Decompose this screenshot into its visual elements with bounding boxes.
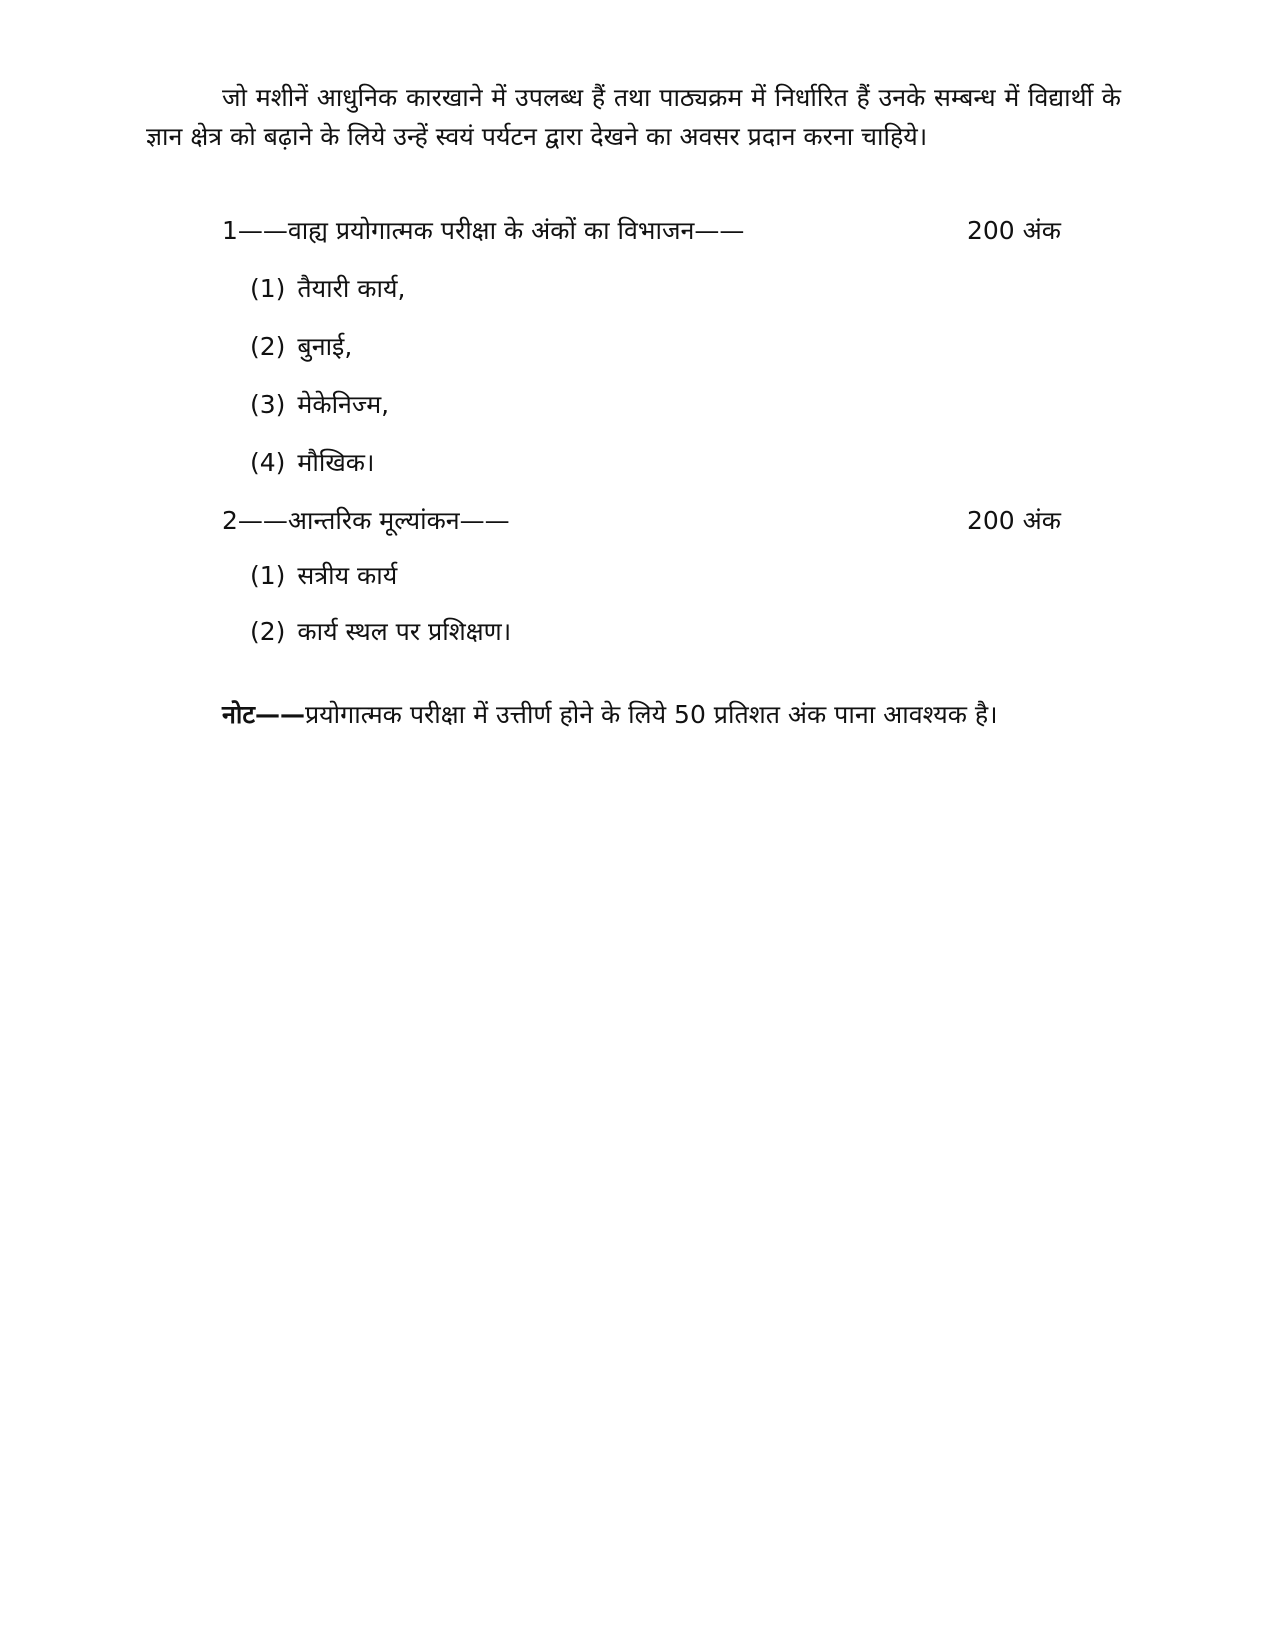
item-number: (1) [250,274,286,303]
item-text: मौखिक। [297,448,375,477]
item-text: बुनाई, [297,332,353,361]
section-1-marks: 200 अंक [967,216,1061,245]
note-line [222,695,998,735]
item-text: तैयारी कार्य, [297,274,406,303]
item-text: सत्रीय कार्य [297,561,398,590]
item-number: (3) [250,390,286,419]
intro-paragraph: जो मशीनें आधुनिक कारखाने में उपलब्ध हैं तथा पाठ्यक्रम में निर्धारित हैं उनके सम्बन्ध में विद्यार्थी के ज्ञान क्षेत्र को बढ़ाने के लिये उन्हें स्वयं पर्यटन द्वारा देखने का अवसर प्रदान करना चाहिये। [146,83,1121,151]
section-1-item [250,269,405,309]
section-1-item [250,443,374,483]
section-2-marks: 200 अंक [967,506,1061,535]
note-label: नोट—— [222,700,305,729]
item-text: कार्य स्थल पर प्रशिक्षण। [297,617,512,646]
item-number: (4) [250,448,286,477]
section-2-item [250,612,511,652]
section-1-item [250,385,389,425]
section-1-item [250,327,352,367]
item-text: मेकेनिज्म, [297,390,390,419]
section-2-heading-row [222,501,1062,541]
section-2-item [250,556,397,596]
item-number: (2) [250,617,286,646]
note-text: प्रयोगात्मक परीक्षा में उत्तीर्ण होने के लिये 50 प्रतिशत अंक पाना आवश्यक है। [304,700,998,729]
section-1-heading: 1——वाह्य प्रयोगात्मक परीक्षा के अंकों का विभाजन—— [222,216,745,245]
section-2-heading: 2——आन्तरिक मूल्यांकन—— [222,506,510,535]
section-1-heading-row [222,211,1062,251]
item-number: (2) [250,332,286,361]
item-number: (1) [250,561,286,590]
